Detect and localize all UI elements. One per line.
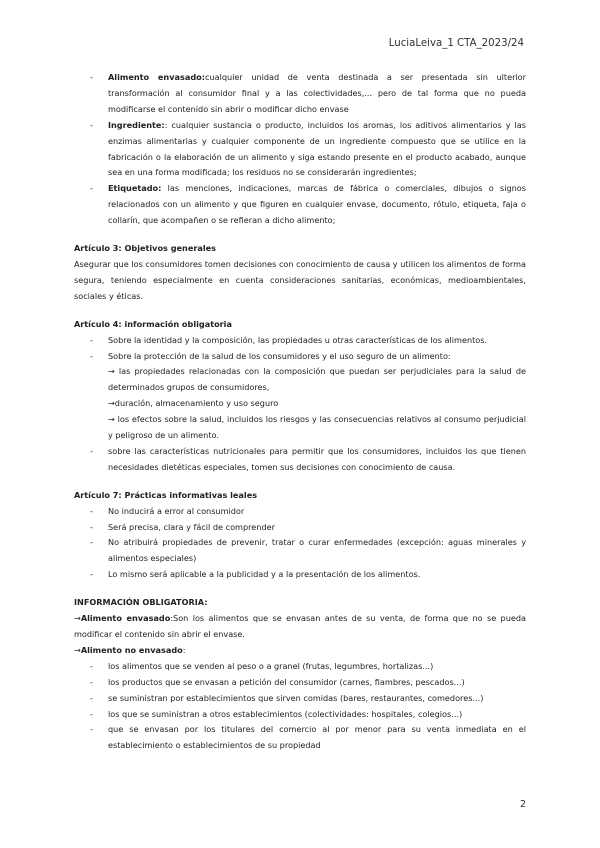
page-header: LuciaLeiva_1 CTA_2023/24: [388, 38, 524, 49]
list-item: - Sobre la identidad y la composición, las propiedades u otras características de los alimentos.: [74, 333, 526, 349]
section-heading: Artículo 7: Prácticas informativas leales: [74, 489, 258, 500]
list-item: - Etiquetado: las menciones, indicaciones, marcas de fábrica o comerciales, dibujos o signos relacionados con un alimento y que figuren en cualquier envase, documento, rótulo, etiqueta, faja o collarín, que acompañen o se refieran a dicho alimento;: [74, 181, 526, 229]
list-item: - que se envasan por los titulares del comercio al por menor para su venta inmediata en el establecimiento o establecimientos de su propiedad: [74, 722, 526, 754]
list-item: - Lo mismo será aplicable a la publicidad y a la presentación de los alimentos.: [74, 567, 526, 583]
list-item: - Sobre la protección de la salud de los consumidores y el uso seguro de un alimento: → las propiedades relacionadas con la composición que puedan ser perjudiciales para la salud de determinados grupos de consumidores, →duración, almacenamiento y uso seguro → los efectos sobre la salud, incluidos los riesgos y las consecuencias relativos al consumo perjudicial y peligroso de un alimento.: [74, 349, 526, 444]
page-number: 2: [519, 799, 526, 810]
arrow-icon: →: [74, 644, 81, 655]
paragraph: →Alimento envasado:Son los alimentos que se envasan antes de su venta, de forma que no se pueda modificar el contenido sin abrir el envase.: [74, 613, 526, 639]
list-item: - los que se suministran a otros establecimientos (colectividades: hospitales, colegios...): [74, 707, 526, 723]
term: Alimento envasado:: [108, 72, 205, 82]
list-item: - los productos que se envasan a petición del consumidor (carnes, fiambres, pescados...): [74, 675, 526, 691]
section-heading: INFORMACIÓN OBLIGATORIA:: [74, 597, 208, 608]
list-item: - se suministran por establecimientos que sirven comidas (bares, restaurantes, comedores...): [74, 691, 526, 707]
section-heading: Artículo 4: información obligatoria: [74, 318, 232, 329]
paragraph: →Alimento no envasado:: [74, 644, 186, 655]
list-item: - los alimentos que se venden al peso o a granel (frutas, legumbres, hortalizas...): [74, 659, 526, 675]
section-heading: Artículo 3: Objetivos generales: [74, 243, 216, 254]
list-item: - Será precisa, clara y fácil de comprender: [74, 520, 526, 536]
paragraph: Asegurar que los consumidores tomen decisiones con conocimiento de causa y utilicen los alimentos de forma segura, teniendo especialmente en cuenta consideraciones sanitarias, económicas, medioambientales, sociales y éticas.: [74, 258, 526, 301]
list-item: - No atribuirá propiedades de prevenir, tratar o curar enfermedades (excepción: aguas minerales y alimentos especiales): [74, 535, 526, 567]
term: Etiquetado:: [108, 183, 162, 194]
list-item: - Ingrediente:: cualquier sustancia o producto, incluidos los aromas, los aditivos alimentarios y las enzimas alimentarias y cualquier componente de un ingrediente compuesto que se utilice en la fabricación o la elaboración de un alimento y siga estando presente en el producto acabado, aunque sea en una forma modificada; los residuos no se considerarán ingredientes;: [74, 118, 526, 182]
list-item: - Alimento envasado:cualquier unidad de venta destinada a ser presentada sin ulterior transformación al consumidor final y a las colectividades,... pero de tal forma que no pueda modificarse el contenido sin abrir o modificar dicho envase: [74, 70, 526, 118]
no-envasado-list: [74, 659, 526, 754]
term: Ingrediente:: [108, 119, 165, 130]
definitions-list: [74, 70, 526, 229]
document-body: [74, 70, 526, 754]
art4-list: [74, 333, 526, 476]
arrow-icon: →: [74, 613, 81, 624]
list-item: - No inducirá a error al consumidor: [74, 504, 526, 520]
list-item: - sobre las características nutricionales para permitir que los consumidores, incluidos los que tienen necesidades dietéticas especiales, tomen sus decisiones con conocimiento de causa.: [74, 444, 526, 476]
art7-list: [74, 504, 526, 584]
